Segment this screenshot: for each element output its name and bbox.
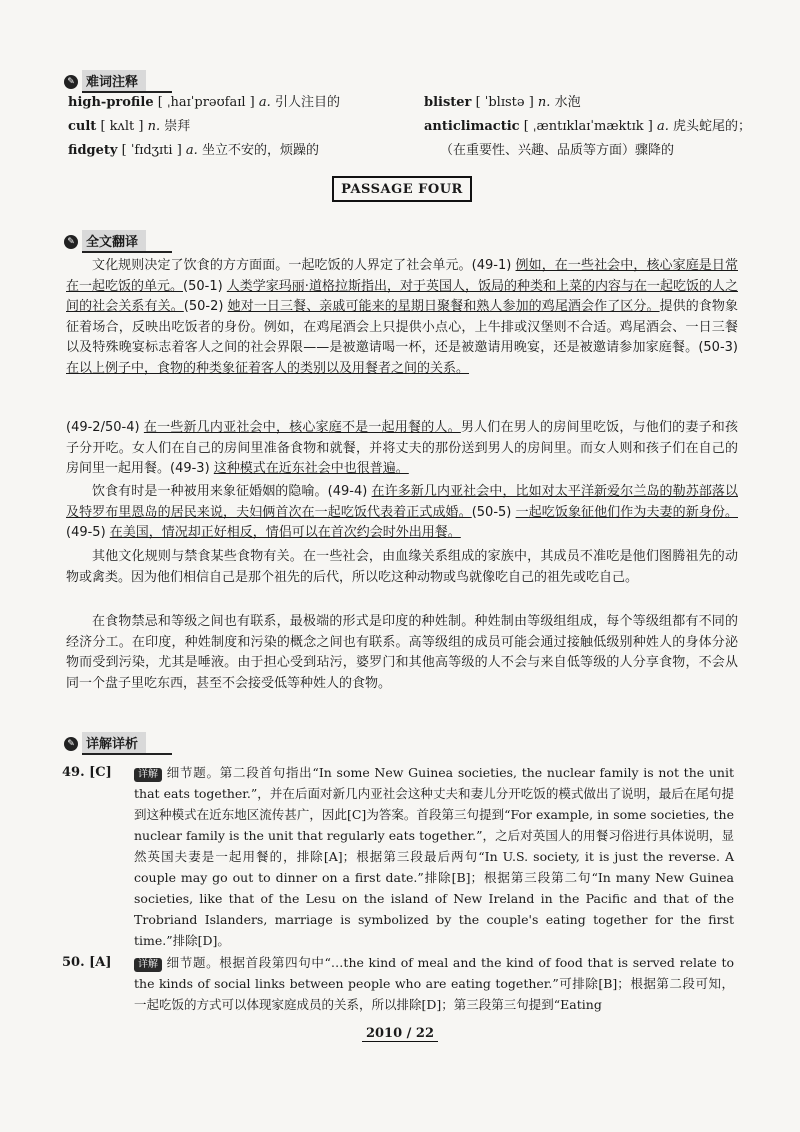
page-number: 2010 / 22 [0,1026,800,1041]
vocab-item-continued: （在重要性、兴趣、品质等方面）骤降的 [440,143,675,158]
vocab-section-header [64,70,172,93]
vocab-item: fidgety [ ˈfɪdʒɪti ] a. 坐立不安的，烦躁的 [68,143,319,158]
question-49-answer: 49. [C] [62,765,112,780]
translation-paragraph-3: 饮食有时是一种被用来象征婚姻的隐喻。(49-4) 在许多新几内亚社会中，比如对太平洋新爱尔兰岛的勒苏部落以及特罗布里恩岛的居民来说，夫妇俩首次在一起吃饭代表着正式成婚。(50-5) 一起吃饭象征他们作为夫妻的新身份。(49-5) 在美国，情况却正好相反，情侣可以在首次约会时外出用餐。 [66,484,738,540]
explanation-tag: 详解 [134,768,162,782]
analysis-section-header [64,732,172,755]
vocab-item: high-profile [ ˌhaɪˈprəʊfaɪl ] a. 引人注目的 [68,95,340,110]
bullet-icon: ✎ [64,737,78,751]
question-50-explanation: 详解 细节题。根据首段第四句中“…the kind of meal and the kind of food that is served relate to the kinds of social links between people who are eating together.”可排除[B]；根据第二段可知，一起吃饭的方式可以体现家庭成员的关系，所以排除[D]；第三段第三句提到“Eating [134,955,734,1012]
analysis-header-label: 详解详析 [82,732,146,755]
vocab-item: cult [ kʌlt ] n. 崇拜 [68,119,191,134]
translation-paragraph-1: 文化规则决定了饮食的方方面面。一起吃饭的人界定了社会单元。(49-1) 例如，在一些社会中，核心家庭是日常在一起吃饭的单元。(50-1) 人类学家玛丽·道格拉斯指出，对于英国人，饭局的种类和上菜的内容与在一起吃饭的人之间的社会关系有关。(50-2) 她对一日三餐、亲戚可能来的星期日聚餐和熟人参加的鸡尾酒会作了区分。提供的食物象征着场合，反映出吃饭者的身份。例如，在鸡尾酒会上只提供小点心，上牛排或汉堡则不合适。鸡尾酒会、一日三餐以及特殊晚宴标志着客人之间的社会界限——是被邀请喝一杯，还是被邀请用晚宴，还是被邀请参加家庭餐。(50-3) 在以上例子中，食物的种类象征着客人的类别以及用餐者之间的关系。 [66,258,738,376]
translation-paragraph-2: (49-2/50-4) 在一些新几内亚社会中，核心家庭不是一起用餐的人。男人们在男人的房间里吃饭，与他们的妻子和孩子分开吃。女人们在自己的房间里准备食物和就餐，并将丈夫的那份送到男人的房间里。而女人则和孩子们在自己的房间里一起用餐。(49-3) 这种模式在近东社会中也很普遍。 [66,420,738,476]
explanation-tag: 详解 [134,958,162,972]
vocab-item: blister [ ˈblɪstə ] n. 水泡 [424,95,581,110]
question-50-answer: 50. [A] [62,955,112,970]
vocab-item: anticlimactic [ ˌæntɪklaɪˈmæktɪk ] a. 虎头蛇尾的； [424,119,752,134]
vocab-header-label: 难词注释 [82,70,146,93]
passage-title: PASSAGE FOUR [332,176,472,202]
translation-header-label: 全文翻译 [82,230,146,253]
bullet-icon: ✎ [64,235,78,249]
translation-paragraph-4: 其他文化规则与禁食某些食物有关。在一些社会，由血缘关系组成的家族中，其成员不准吃是他们图腾祖先的动物或禽类。因为他们相信自己是那个祖先的后代，所以吃这种动物或鸟就像吃自己的祖先或吃自己。 [66,549,738,585]
translation-section-header [64,230,172,253]
translation-paragraph-5: 在食物禁忌和等级之间也有联系，最极端的形式是印度的种姓制。种姓制由等级组组成，每个等级组都有不同的经济分工。在印度，种姓制度和污染的概念之间也有联系。高等级组的成员可能会通过接触低级别种姓人的身体分泌物而受到污染，尤其是唾液。由于担心受到玷污，婆罗门和其他高等级的人不会与来自低等级的人分享食物，不会从同一个盘子里吃东西，甚至不会接受低等种姓人的食物。 [66,614,738,691]
question-49-explanation: 详解 细节题。第二段首句指出“In some New Guinea societies, the nuclear family is not the unit that eats together.”，并在后面对新几内亚社会这种丈夫和妻儿分开吃饭的模式做出了说明，最后在尾句提到这种模式在近东地区流传甚广，因此[C]为答案。首段第三句提到“For example, in some societies, the nuclear family is the unit that regularly eats together.”，之后对英国人的用餐习俗进行具体说明，显然英国夫妻是一起用餐的，排除[A]；根据第三段最后两句“In U.S. society, it is just the reverse. A couple may go out to dinner on a first date.”排除[B]；根据第三段第二句“In many New Guinea societies, like that of the Lesu on the island of New Ireland in the Pacific and that of the Trobriand Islanders, marriage is symbolized by the couple's eating together for the first time.”排除[D]。 [134,765,734,948]
bullet-icon: ✎ [64,75,78,89]
